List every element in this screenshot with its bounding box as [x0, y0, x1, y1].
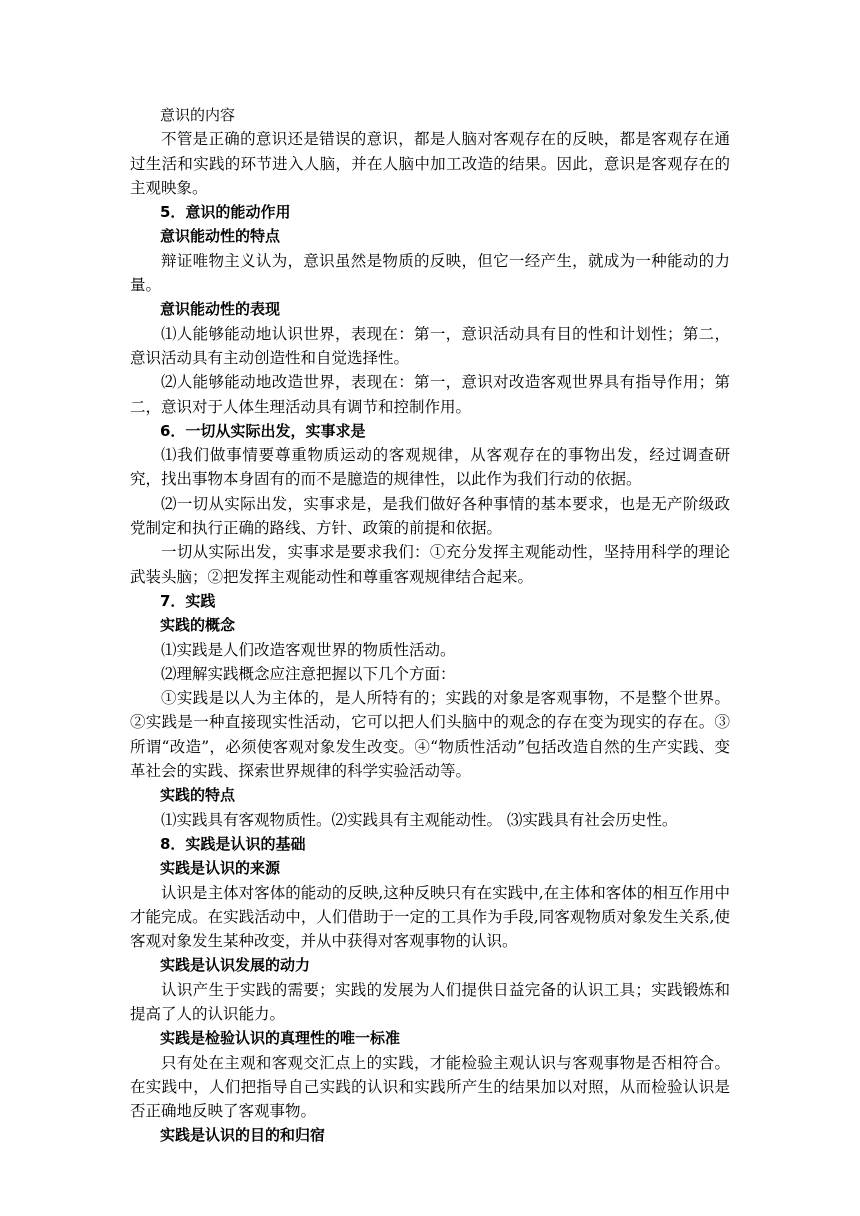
- paragraph: 辩证唯物主义认为，意识虽然是物质的反映，但它一经产生，就成为一种能动的力量。: [130, 251, 730, 295]
- paragraph: 认识是主体对客体的能动的反映,这种反映只有在实践中,在主体和客体的相互作用中才能完成。在实践活动中，人们借助于一定的工具作为手段,同客观物质对象发生关系,使客观对象发生某种改变，并从中获得对客观事物的认识。: [130, 883, 730, 951]
- paragraph: ⑴实践是人们改造客观世界的物质性活动。: [161, 640, 456, 659]
- heading-consciousness-content: 意识的内容: [160, 106, 236, 124]
- document-page: [130, 103, 730, 1148]
- subheading: 实践是认识的目的和归宿: [160, 1126, 326, 1145]
- subheading: 实践的特点: [160, 786, 236, 805]
- paragraph: ⑵一切从实际出发，实事求是，是我们做好各种事情的基本要求，也是无产阶级政党制定和执行正确的路线、方针、政策的前提和依据。: [130, 494, 730, 538]
- paragraph: 只有处在主观和客观交汇点上的实践，才能检验主观认识与客观事物是否相符合。在实践中，人们把指导自己实践的认识和实践所产生的结果加以对照，从而检验认识是否正确地反映了客观事物。: [130, 1053, 730, 1121]
- paragraph: ⑴我们做事情要尊重物质运动的客观规律，从客观存在的事物出发，经过调查研究，找出事物本身固有的而不是臆造的规律性，以此作为我们行动的依据。: [130, 446, 730, 489]
- subheading: 实践是认识的来源: [160, 859, 281, 878]
- section-heading-6: 6．一切从实际出发，实事求是: [160, 421, 366, 440]
- section-heading-7: 7．实践: [160, 591, 216, 610]
- section-heading-5: 5．意识的能动作用: [160, 203, 291, 222]
- section-heading-8: 8．实践是认识的基础: [160, 834, 306, 853]
- subheading: 实践的概念: [160, 616, 236, 635]
- paragraph: 不管是正确的意识还是错误的意识，都是人脑对客观存在的反映，都是客观存在通过生活和实践的环节进入人脑，并在人脑中加工改造的结果。因此，意识是客观存在的主观映象。: [130, 130, 730, 197]
- paragraph: ⑴人能够能动地认识世界，表现在：第一，意识活动具有目的性和计划性；第二，意识活动具有主动创造性和自觉选择性。: [130, 324, 730, 367]
- paragraph: ⑵人能够能动地改造世界，表现在：第一，意识对改造客观世界具有指导作用；第二，意识对于人体生理活动具有调节和控制作用。: [130, 373, 730, 416]
- subheading: 实践是认识发展的动力: [160, 956, 311, 975]
- subheading: 意识能动性的表现: [160, 300, 281, 319]
- paragraph: ⑵理解实践概念应注意把握以下几个方面：: [161, 664, 456, 683]
- subheading: 意识能动性的特点: [160, 227, 281, 246]
- paragraph: ⑴实践具有客观物质性。⑵实践具有主观能动性。 ⑶实践具有社会历史性。: [161, 810, 678, 829]
- paragraph: 认识产生于实践的需要；实践的发展为人们提供日益完备的认识工具；实践锻炼和提高了人的认识能力。: [130, 980, 730, 1023]
- paragraph: 一切从实际出发，实事求是要求我们：①充分发挥主观能动性，坚持用科学的理论武装头脑；②把发挥主观能动性和尊重客观规律结合起来。: [130, 543, 730, 586]
- subheading: 实践是检验认识的真理性的唯一标准: [160, 1029, 401, 1048]
- paragraph: ①实践是以人为主体的，是人所特有的；实践的对象是客观事物，不是整个世界。②实践是一种直接现实性活动，它可以把人们头脑中的观念的存在变为现实的存在。③所谓“改造”，必须使客观对象发生改变。④“物质性活动”包括改造自然的生产实践、变革社会的实践、探索世界规律的科学实验活动等。: [130, 689, 730, 781]
